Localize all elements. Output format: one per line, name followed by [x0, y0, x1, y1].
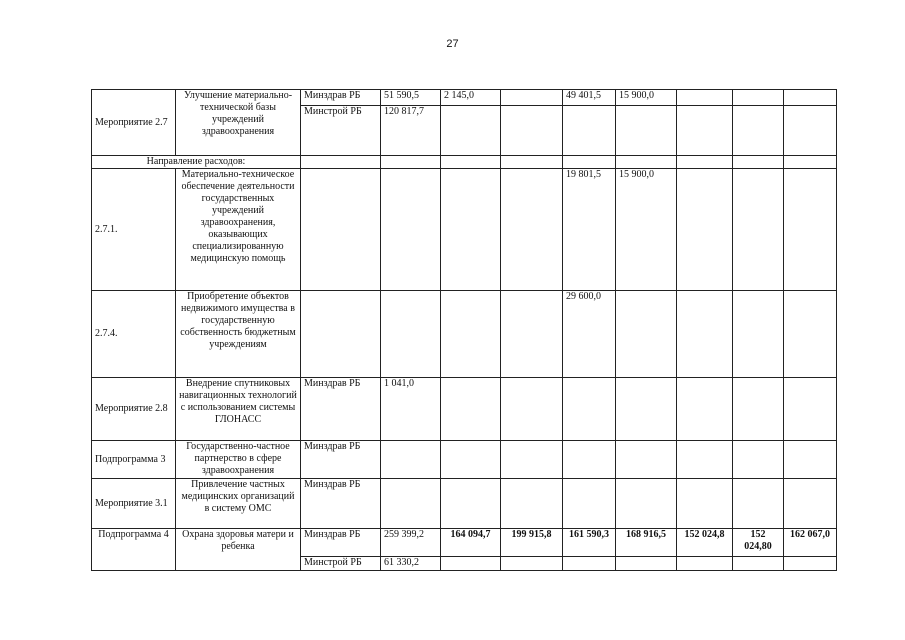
row-name: Охрана здоровья матери и ребенка — [176, 529, 301, 571]
value-cell — [441, 106, 501, 156]
value-cell — [616, 291, 677, 378]
value-cell — [501, 106, 563, 156]
value-cell: 152 024,80 — [733, 529, 784, 557]
value-cell — [733, 169, 784, 291]
executor-cell: Минстрой РБ — [301, 106, 381, 156]
value-cell — [784, 169, 837, 291]
row-name: Приобретение объектов недвижимого имущества в государственную собственность бюджетным учреждениям — [176, 291, 301, 378]
row-code: 2.7.4. — [92, 291, 176, 378]
value-cell: 19 801,5 — [563, 169, 616, 291]
executor-cell — [301, 169, 381, 291]
value-cell: 51 590,5 — [381, 90, 441, 106]
value-cell: 1 041,0 — [381, 378, 441, 441]
value-cell: 259 399,2 — [381, 529, 441, 557]
value-cell: 61 330,2 — [381, 557, 441, 571]
value-cell — [501, 90, 563, 106]
row-name: Привлечение частных медицинских организаций в систему ОМС — [176, 479, 301, 529]
table-row — [92, 90, 837, 106]
executor-cell: Минздрав РБ — [301, 378, 381, 441]
page-number: 27 — [446, 38, 459, 50]
row-name: Государственно-частное партнерство в сфере здравоохранения — [176, 441, 301, 479]
value-cell — [784, 90, 837, 106]
value-cell — [501, 169, 563, 291]
value-cell — [441, 169, 501, 291]
row-code: Подпрограмма 4 — [92, 529, 176, 571]
value-cell — [677, 169, 733, 291]
value-cell — [733, 291, 784, 378]
value-cell — [501, 291, 563, 378]
value-cell — [733, 106, 784, 156]
value-cell: 49 401,5 — [563, 90, 616, 106]
table-row — [92, 529, 837, 557]
value-cell — [677, 378, 733, 441]
row-code: Мероприятие 2.7 — [92, 90, 176, 156]
value-cell — [563, 557, 616, 571]
value-cell — [677, 291, 733, 378]
value-cell: 15 900,0 — [616, 90, 677, 106]
value-cell — [563, 106, 616, 156]
direction-label: Направление расходов: — [92, 156, 301, 169]
executor-cell: Минздрав РБ — [301, 479, 381, 529]
executor-cell: Минздрав РБ — [301, 529, 381, 557]
value-cell — [501, 557, 563, 571]
budget-table — [91, 89, 837, 571]
row-code: Подпрограмма 3 — [92, 441, 176, 479]
value-cell — [563, 378, 616, 441]
table-row — [92, 169, 837, 291]
value-cell: 15 900,0 — [616, 169, 677, 291]
value-cell: 29 600,0 — [563, 291, 616, 378]
value-cell — [381, 169, 441, 291]
value-cell: 161 590,3 — [563, 529, 616, 557]
executor-cell: Минстрой РБ — [301, 557, 381, 571]
value-cell: 2 145,0 — [441, 90, 501, 106]
value-cell — [784, 291, 837, 378]
value-cell — [677, 557, 733, 571]
value-cell — [616, 378, 677, 441]
value-cell — [677, 90, 733, 106]
value-cell: 164 094,7 — [441, 529, 501, 557]
value-cell — [616, 106, 677, 156]
value-cell — [501, 378, 563, 441]
row-name: Улучшение материально-технической базы учреждений здравоохранения — [176, 90, 301, 156]
value-cell — [441, 557, 501, 571]
value-cell: 199 915,8 — [501, 529, 563, 557]
value-cell — [381, 291, 441, 378]
table-row — [92, 291, 837, 378]
value-cell — [784, 378, 837, 441]
row-name: Материально-техническое обеспечение деятельности государственных учреждений здравоохранения, оказывающих специализированную медицинскую помощь — [176, 169, 301, 291]
value-cell: 168 916,5 — [616, 529, 677, 557]
value-cell — [733, 378, 784, 441]
executor-cell: Минздрав РБ — [301, 441, 381, 479]
value-cell: 162 067,0 — [784, 529, 837, 557]
row-code: 2.7.1. — [92, 169, 176, 291]
table-row — [92, 378, 837, 441]
table-row — [92, 479, 837, 529]
value-cell: 120 817,7 — [381, 106, 441, 156]
value-cell — [616, 557, 677, 571]
executor-cell: Минздрав РБ — [301, 90, 381, 106]
executor-cell — [301, 291, 381, 378]
row-code: Мероприятие 3.1 — [92, 479, 176, 529]
value-cell — [733, 90, 784, 106]
row-code: Мероприятие 2.8 — [92, 378, 176, 441]
value-cell: 152 024,8 — [677, 529, 733, 557]
value-cell — [784, 106, 837, 156]
value-cell — [441, 378, 501, 441]
value-cell — [733, 557, 784, 571]
value-cell — [677, 106, 733, 156]
table-row — [92, 156, 837, 169]
value-cell — [784, 557, 837, 571]
row-name: Внедрение спутниковых навигационных технологий с использованием системы ГЛОНАСС — [176, 378, 301, 441]
value-cell — [441, 291, 501, 378]
table-row — [92, 441, 837, 479]
